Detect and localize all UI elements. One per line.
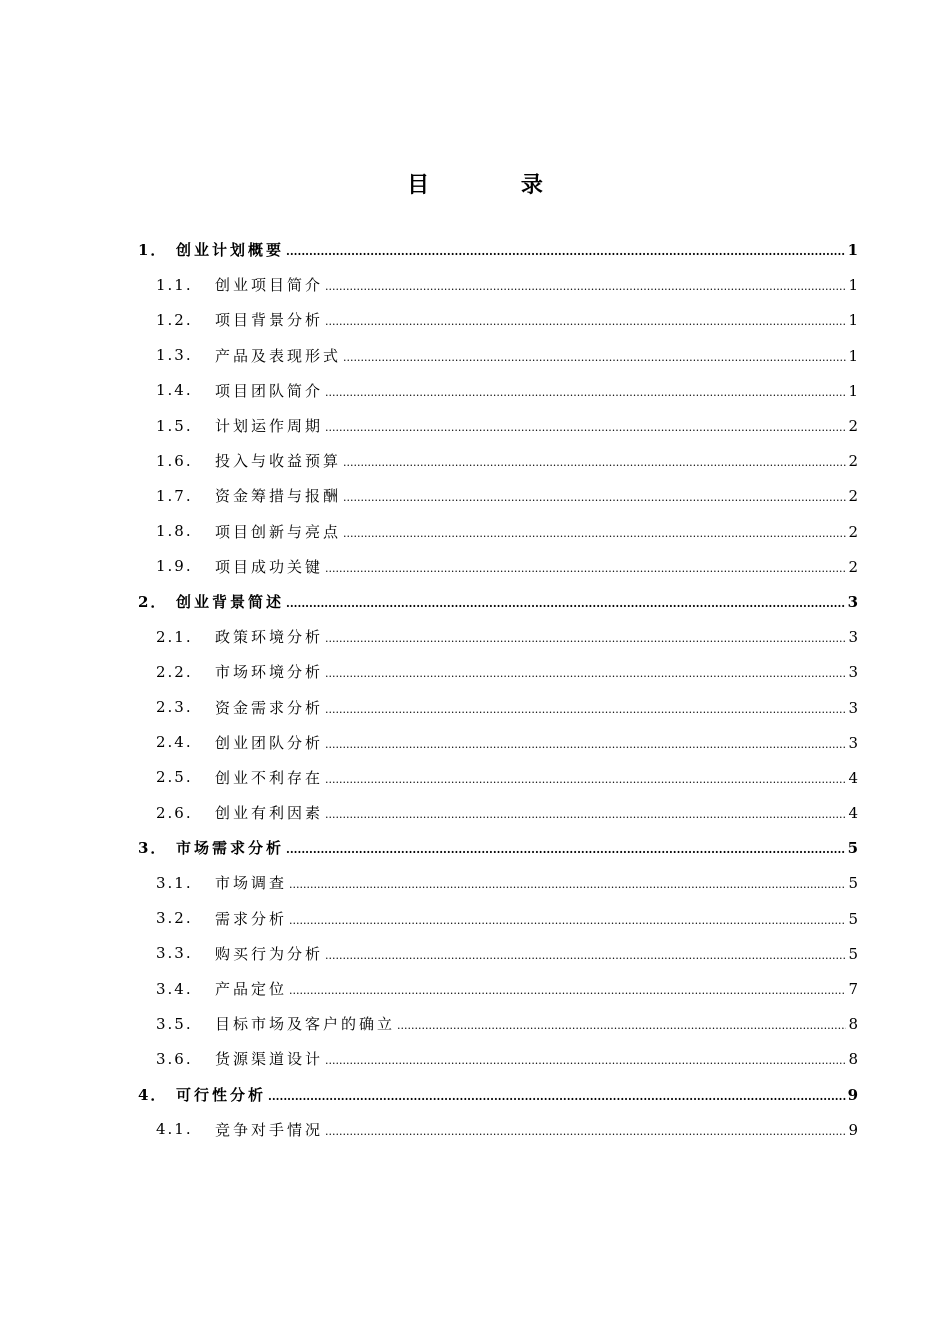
toc-entry-page-number: 3 — [848, 733, 858, 752]
toc-entry-page-number: 8 — [848, 1050, 858, 1069]
toc-entry-page-number: 8 — [848, 1015, 858, 1034]
toc-entry-number: 2.1. — [156, 627, 193, 646]
toc-entry-label: 市场需求分析 — [176, 839, 285, 858]
toc-section-entry[interactable] — [0, 549, 950, 584]
toc-section-entry[interactable] — [0, 1112, 950, 1147]
toc-entry-number: 4.1. — [156, 1120, 193, 1139]
toc-entry-label: 购买行为分析 — [215, 944, 324, 963]
dot-leader — [325, 704, 846, 715]
dot-leader — [325, 739, 846, 750]
toc-section-entry[interactable] — [0, 795, 950, 830]
toc-chapter-entry[interactable] — [0, 232, 950, 267]
toc-entry-label: 目标市场及客户的确立 — [215, 1015, 396, 1034]
dot-leader — [343, 528, 846, 539]
toc-entry-number: 3.5. — [156, 1014, 193, 1033]
dot-leader — [286, 246, 846, 257]
dot-leader — [325, 774, 846, 785]
toc-entry-label: 创业不利存在 — [215, 768, 324, 787]
dot-leader — [343, 492, 846, 503]
dot-leader — [343, 457, 846, 468]
dot-leader — [325, 316, 846, 327]
toc-entry-number: 1.5. — [156, 416, 193, 435]
toc-section-entry[interactable] — [0, 760, 950, 795]
toc-section-entry[interactable] — [0, 408, 950, 443]
dot-leader — [325, 563, 846, 574]
page-title: 目 录 — [407, 172, 585, 198]
toc-entry-number: 1.3. — [156, 346, 193, 365]
dot-leader — [289, 985, 846, 996]
dot-leader — [286, 844, 846, 855]
toc-entry-page-number: 3 — [847, 592, 858, 611]
dot-leader — [289, 915, 846, 926]
toc-entry-label: 需求分析 — [215, 909, 288, 928]
dot-leader — [325, 1126, 846, 1137]
toc-entry-page-number: 2 — [848, 452, 858, 471]
toc-entry-label: 政策环境分析 — [215, 628, 324, 647]
dot-leader — [268, 1091, 846, 1102]
toc-section-entry[interactable] — [0, 1006, 950, 1041]
toc-entry-number: 3.3. — [156, 944, 193, 963]
toc-entry-page-number: 2 — [848, 557, 858, 576]
toc-entry-label: 创业背景简述 — [176, 592, 285, 611]
toc-entry-label: 项目创新与亮点 — [215, 522, 342, 541]
dot-leader — [325, 633, 846, 644]
toc-entry-number: 2． — [138, 592, 168, 611]
dot-leader — [325, 422, 846, 433]
toc-entry-label: 竞争对手情况 — [215, 1120, 324, 1139]
toc-entry-page-number: 4 — [848, 804, 858, 823]
toc-entry-page-number: 1 — [848, 346, 858, 365]
toc-entry-number: 1.4. — [156, 381, 193, 400]
toc-section-entry[interactable] — [0, 443, 950, 478]
toc-entry-label: 项目团队简介 — [215, 381, 324, 400]
toc-entry-page-number: 4 — [848, 768, 858, 787]
toc-entry-page-number: 5 — [848, 944, 858, 963]
toc-section-entry[interactable] — [0, 619, 950, 654]
dot-leader — [397, 1020, 846, 1031]
toc-entry-page-number: 9 — [847, 1085, 858, 1104]
toc-entry-label: 创业计划概要 — [176, 241, 285, 260]
dot-leader — [325, 387, 846, 398]
table-of-contents — [0, 232, 950, 1147]
toc-section-entry[interactable] — [0, 725, 950, 760]
toc-entry-page-number: 3 — [848, 663, 858, 682]
toc-section-entry[interactable] — [0, 478, 950, 513]
toc-section-entry[interactable] — [0, 1041, 950, 1076]
toc-entry-page-number: 2 — [848, 522, 858, 541]
toc-entry-number: 1.6. — [156, 451, 193, 470]
toc-entry-label: 项目背景分析 — [215, 311, 324, 330]
toc-entry-label: 资金需求分析 — [215, 698, 324, 717]
toc-entry-page-number: 1 — [848, 276, 858, 295]
toc-entry-number: 2.3. — [156, 698, 193, 717]
toc-entry-page-number: 1 — [848, 381, 858, 400]
toc-entry-number: 3.4. — [156, 979, 193, 998]
toc-section-entry[interactable] — [0, 373, 950, 408]
toc-entry-number: 3． — [138, 839, 168, 858]
toc-entry-number: 2.5. — [156, 768, 193, 787]
toc-entry-number: 1.1. — [156, 275, 193, 294]
toc-section-entry[interactable] — [0, 936, 950, 971]
toc-chapter-entry[interactable] — [0, 830, 950, 865]
toc-entry-page-number: 1 — [847, 241, 858, 260]
dot-leader — [325, 668, 846, 679]
toc-section-entry[interactable] — [0, 338, 950, 373]
dot-leader — [325, 809, 846, 820]
toc-entry-number: 2.6. — [156, 803, 193, 822]
toc-entry-page-number: 2 — [848, 417, 858, 436]
toc-entry-page-number: 5 — [848, 874, 858, 893]
toc-entry-page-number: 2 — [848, 487, 858, 506]
toc-entry-number: 1.7. — [156, 486, 193, 505]
toc-chapter-entry[interactable] — [0, 1077, 950, 1112]
toc-entry-page-number: 3 — [848, 698, 858, 717]
toc-section-entry[interactable] — [0, 901, 950, 936]
toc-entry-label: 产品及表现形式 — [215, 346, 342, 365]
toc-section-entry[interactable] — [0, 865, 950, 900]
dot-leader — [325, 281, 846, 292]
toc-entry-label: 市场环境分析 — [215, 663, 324, 682]
toc-section-entry[interactable] — [0, 654, 950, 689]
toc-entry-label: 货源渠道设计 — [215, 1050, 324, 1069]
toc-entry-label: 项目成功关键 — [215, 557, 324, 576]
toc-entry-label: 资金筹措与报酬 — [215, 487, 342, 506]
toc-section-entry[interactable] — [0, 971, 950, 1006]
toc-section-entry[interactable] — [0, 514, 950, 549]
dot-leader — [325, 950, 846, 961]
toc-entry-number: 2.4. — [156, 733, 193, 752]
toc-entry-label: 创业有利因素 — [215, 804, 324, 823]
toc-entry-label: 投入与收益预算 — [215, 452, 342, 471]
toc-entry-label: 创业团队分析 — [215, 733, 324, 752]
toc-entry-number: 1.8. — [156, 522, 193, 541]
toc-entry-label: 产品定位 — [215, 980, 288, 999]
toc-entry-page-number: 7 — [848, 980, 858, 999]
toc-entry-label: 可行性分析 — [176, 1085, 267, 1104]
toc-entry-number: 3.2. — [156, 909, 193, 928]
dot-leader — [289, 879, 846, 890]
dot-leader — [343, 352, 846, 363]
toc-entry-page-number: 5 — [847, 839, 858, 858]
dot-leader — [286, 598, 846, 609]
toc-entry-number: 1.9. — [156, 557, 193, 576]
toc-section-entry[interactable] — [0, 267, 950, 302]
toc-entry-number: 2.2. — [156, 662, 193, 681]
toc-entry-number: 1.2. — [156, 310, 193, 329]
toc-entry-number: 3.1. — [156, 873, 193, 892]
toc-entry-label: 计划运作周期 — [215, 417, 324, 436]
toc-entry-number: 4． — [138, 1085, 168, 1104]
toc-entry-page-number: 5 — [848, 909, 858, 928]
toc-entry-page-number: 3 — [848, 628, 858, 647]
toc-chapter-entry[interactable] — [0, 584, 950, 619]
toc-section-entry[interactable] — [0, 689, 950, 724]
toc-entry-number: 3.6. — [156, 1049, 193, 1068]
toc-entry-label: 市场调查 — [215, 874, 288, 893]
toc-entry-page-number: 1 — [848, 311, 858, 330]
toc-section-entry[interactable] — [0, 302, 950, 337]
toc-entry-number: 1． — [138, 241, 168, 260]
toc-entry-page-number: 9 — [848, 1120, 858, 1139]
dot-leader — [325, 1055, 846, 1066]
toc-entry-label: 创业项目简介 — [215, 276, 324, 295]
